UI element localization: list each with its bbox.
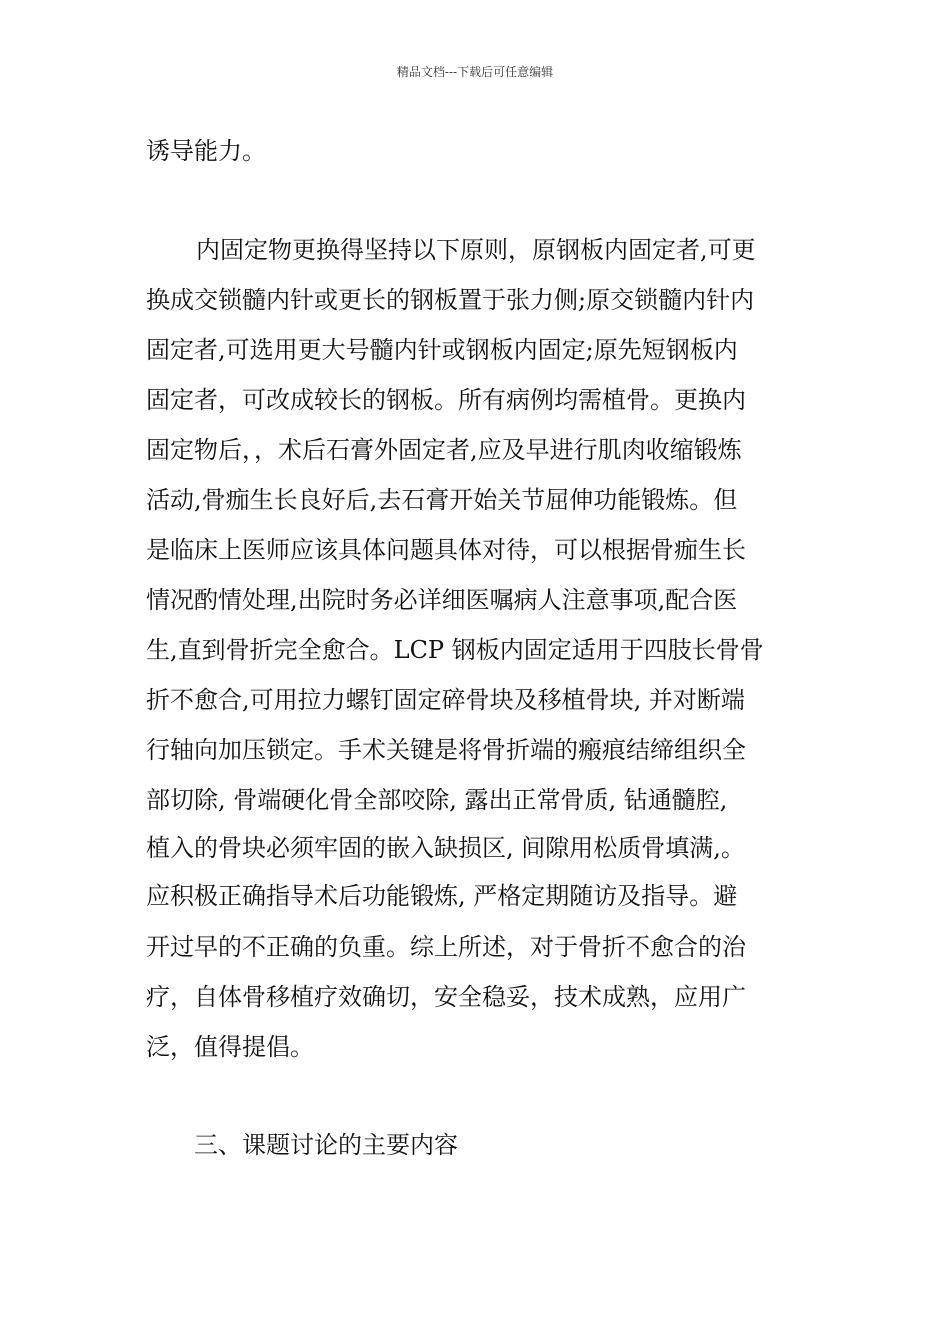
text-line: 开过早的不正确的负重。综上所述，对于骨折不愈合的治: [146, 933, 746, 961]
text-line: 部切除, 骨端硬化骨全部咬除, 露出正常骨质, 钻通髓腔,: [146, 786, 728, 814]
text-line: 固定物后，，术后石膏外固定者,应及早进行肌肉收缩锻炼: [146, 436, 742, 464]
text-line: 折不愈合,可用拉力螺钉固定碎骨块及移植骨块, 并对断端: [146, 686, 745, 714]
text-line: 应积极正确指导术后功能锻炼, 严格定期随访及指导。避: [146, 882, 738, 910]
text-line: 换成交锁髓内针或更长的钢板置于张力侧;原交锁髓内针内: [146, 286, 755, 314]
text-line: 生,直到骨折完全愈合。LCP 钢板内固定适用于四肢长骨骨: [146, 636, 764, 664]
paragraph-first-line: 内固定物更换得坚持以下原则，原钢板内固定者,可更: [196, 236, 756, 264]
text-line: 情况酌情处理,出院时务必详细医嘱病人注意事项,配合医: [146, 586, 738, 614]
text-line: 行轴向加压锁定。手术关键是将骨折端的瘢痕结缔组织全: [146, 736, 746, 764]
text-line: 疗，自体骨移植疗效确切，安全稳妥，技术成熟，应用广: [146, 983, 746, 1011]
text-line: 诱导能力。: [146, 137, 266, 165]
text-line: 固定者，可改成较长的钢板。所有病例均需植骨。更换内: [146, 386, 746, 414]
text-line: 泛，值得提倡。: [146, 1033, 314, 1061]
text-line: 活动,骨痂生长良好后,去石膏开始关节屈伸功能锻炼。但: [146, 486, 738, 514]
text-line: 是临床上医师应该具体问题具体对待，可以根据骨痂生长: [146, 536, 746, 564]
page-header: 精品文档---下载后可任意编辑: [396, 65, 554, 79]
text-line: 固定者,可选用更大号髓内针或钢板内固定;原先短钢板内: [146, 336, 738, 364]
section-heading: 三、课题讨论的主要内容: [194, 1131, 458, 1159]
text-line: 植入的骨块必须牢固的嵌入缺损区, 间隙用松质骨填满,。: [146, 834, 745, 862]
